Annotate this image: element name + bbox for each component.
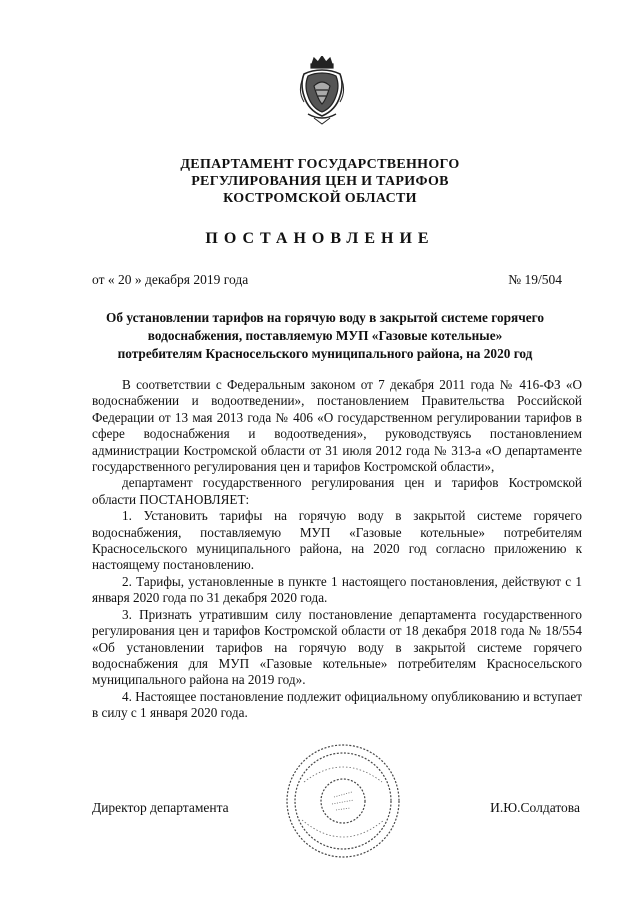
document-type-title: ПОСТАНОВЛЕНИЕ (205, 230, 435, 247)
item-1-paragraph: 1. Установить тарифы на горячую воду в закрытой системе горячего водоснабжения, поставляемую МУП «Газовые котельные» потребителям Красносельского муниципального района, на 2020 год согласно приложению к настоящему постановлению. (92, 508, 582, 573)
document-date: от « 20 » декабря 2019 года (92, 272, 249, 287)
document-subject (70, 309, 580, 363)
item-4-paragraph: 4. Настоящее постановление подлежит официальному опубликованию и вступает в силу с 1 января 2020 года. (92, 688, 582, 721)
coat-of-arms-icon (298, 56, 346, 126)
round-seal-icon (284, 742, 402, 860)
document-number: № 19/504 (508, 272, 562, 287)
subject-line-2: водоснабжения, поставляемую МУП «Газовые котельные» (147, 328, 503, 343)
preamble-paragraph: В соответствии с Федеральным законом от 7 декабря 2011 года № 416-ФЗ «О водоснабжении и водоотведении», постановлением Правительства Российской Федерации от 13 мая 2013 года № 406 «О государственном регулировании тарифов в сфере водоснабжения и водоотведения», руководствуясь постановлением администрации Костромской области от 31 июля 2012 года № 313-а «О департаменте государственного регулирования цен и тарифов Костромской области», (92, 377, 582, 475)
item-3-paragraph: 3. Признать утратившим силу постановление департамента государственного регулирования цен и тарифов Костромской области от 18 декабря 2018 года № 18/554 «Об установлении тарифов на горячую воду в закрытой системе горячего водоснабжения для МУП «Газовые котельные» потребителям Красносельского муниципального района на 2019 год». (92, 606, 582, 688)
signatory-position: Директор департамента (92, 800, 229, 815)
subject-line-1: Об установлении тарифов на горячую воду в закрытой системе горячего (106, 310, 544, 325)
resolves-paragraph: департамент государственного регулирования цен и тарифов Костромской области ПОСТАНОВЛЯЕТ: (92, 475, 582, 507)
signatory-name: И.Ю.Солдатова (490, 800, 580, 815)
document-body (92, 377, 582, 722)
department-line-1: ДЕПАРТАМЕНТ ГОСУДАРСТВЕННОГО (180, 157, 460, 172)
department-line-3: КОСТРОМСКОЙ ОБЛАСТИ (223, 191, 417, 206)
department-line-2: РЕГУЛИРОВАНИЯ ЦЕН И ТАРИФОВ (191, 174, 449, 189)
subject-line-3: потребителям Красносельского муниципального района, на 2020 год (117, 346, 533, 361)
department-header (0, 156, 640, 207)
item-2-paragraph: 2. Тарифы, установленные в пункте 1 настоящего постановления, действуют с 1 января 2020 года по 31 декабря 2020 года. (92, 573, 582, 606)
